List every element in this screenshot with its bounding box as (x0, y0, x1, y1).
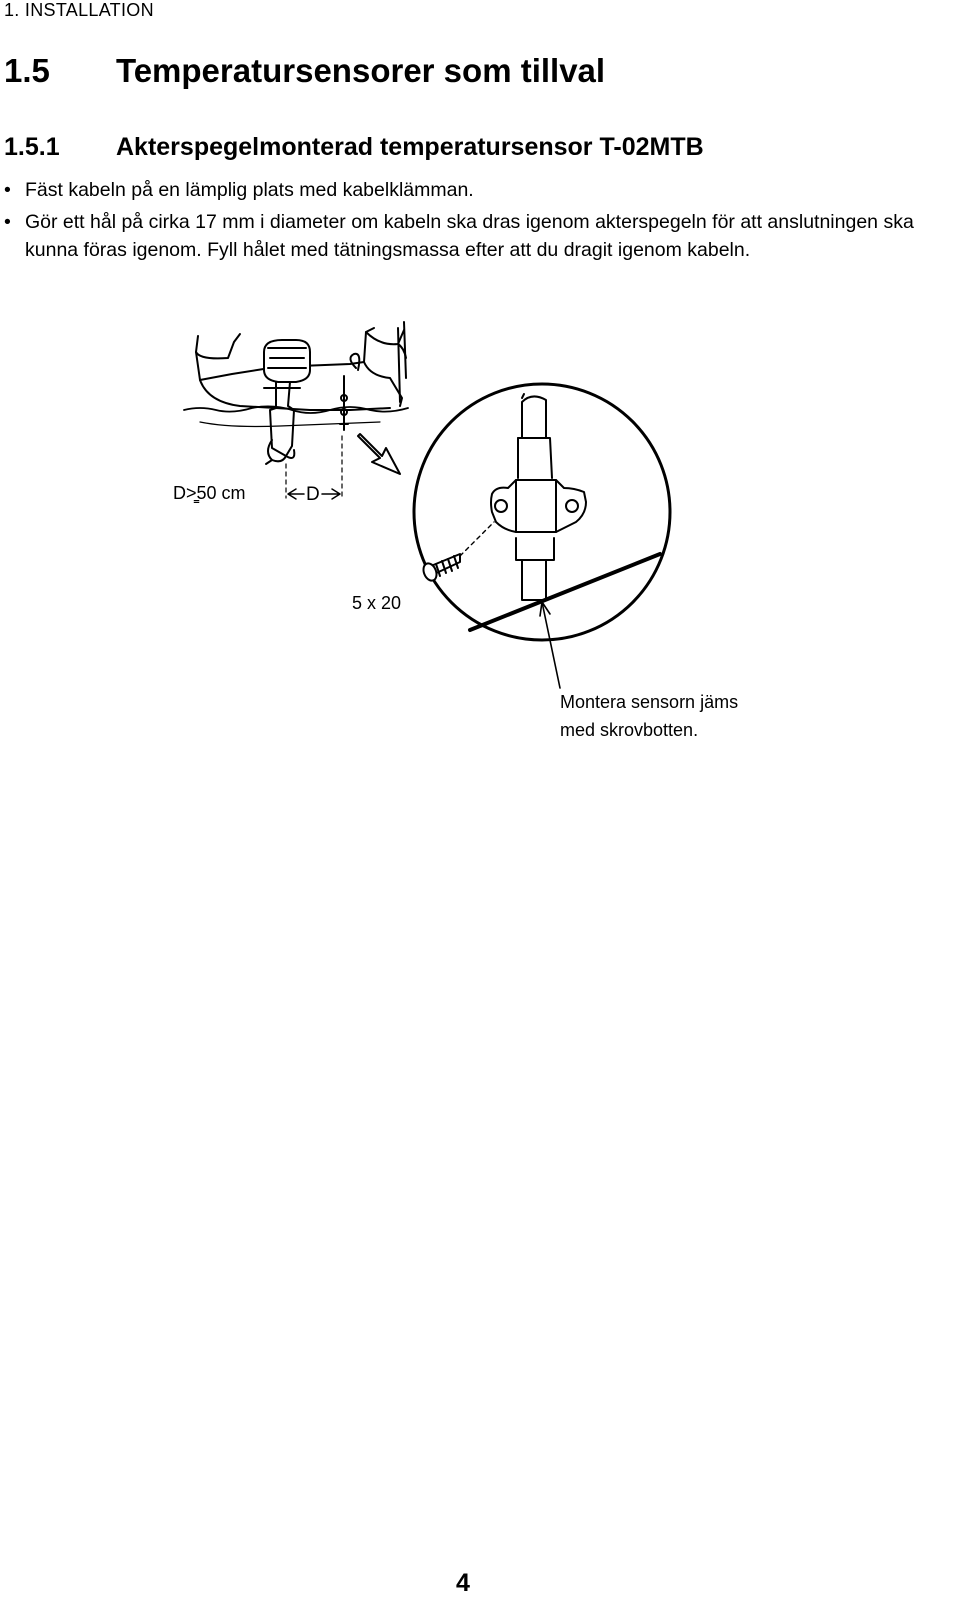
distance-marker-label: D (306, 484, 320, 505)
page-number: 4 (456, 1569, 470, 1597)
section-number: 1.5 (4, 52, 50, 89)
running-header: 1. INSTALLATION (4, 0, 154, 20)
installation-figure (160, 318, 800, 758)
subsection-heading (4, 133, 704, 162)
caption-leader-line (542, 602, 560, 688)
bullet-icon: • (4, 211, 11, 233)
water-line-lower (200, 422, 380, 427)
section-title: Temperatursensorer som tillval (116, 52, 606, 89)
list-item (4, 208, 954, 264)
list-item (4, 176, 954, 204)
figure-caption-line-2: med skrovbotten. (560, 720, 699, 740)
hull-bottom-line (470, 554, 660, 630)
figure-caption (560, 688, 738, 744)
section-heading (4, 52, 605, 90)
detail-pointer-arrow (358, 434, 400, 474)
bullet-icon: • (4, 179, 11, 201)
screw-size-label: 5 x 20 (352, 593, 402, 613)
distance-arrow-right (322, 489, 340, 499)
distance-arrow-left (288, 489, 304, 499)
outboard-motor-drawing (264, 340, 310, 464)
distance-min-label: D>̳50 cm (173, 483, 246, 503)
instruction-list (4, 176, 954, 268)
figure-caption-line-1: Montera sensorn jäms (560, 692, 739, 712)
list-item-text: Gör ett hål på cirka 17 mm i diameter om kabeln ska dras igenom akterspegeln för att anslutningen ska kunna föras igenom. Fyll hålet med tätningsmassa efter att du dragit igenom kabeln. (25, 211, 914, 261)
screw-drawing (421, 522, 494, 583)
cable-clamp-drawing (491, 480, 586, 532)
list-item-text: Fäst kabeln på en lämplig plats med kabelklämman. (25, 179, 474, 201)
subsection-number: 1.5.1 (4, 133, 60, 161)
subsection-title: Akterspegelmonterad temperatursensor T-02MTB (116, 133, 704, 161)
